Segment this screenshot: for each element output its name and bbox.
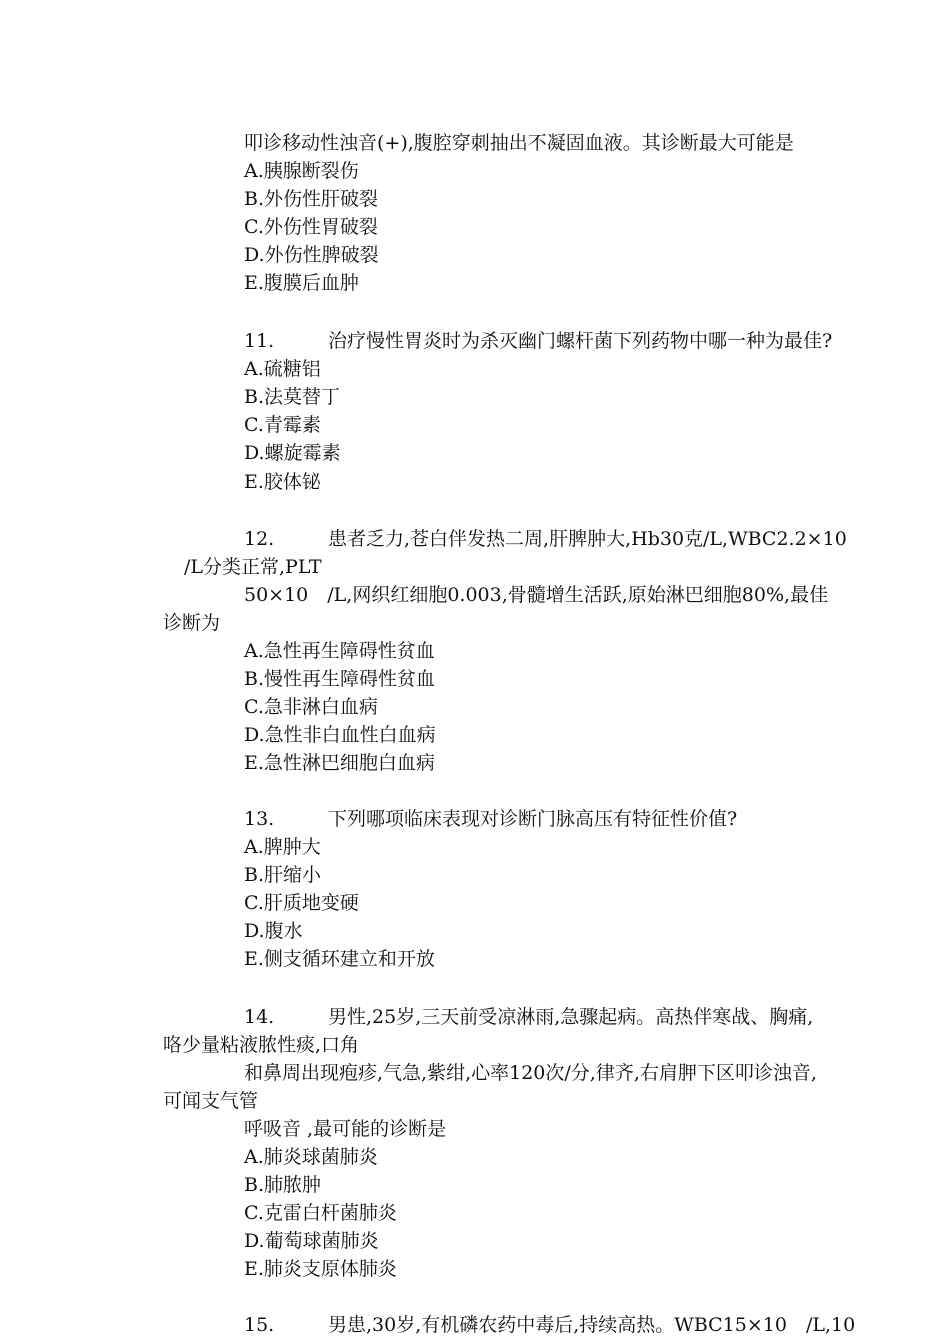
q15-number: 15. [244,1314,275,1336]
q12-option-d: D.急性非白血性白血病 [244,724,436,746]
q13-option-d: D.腹水 [244,920,303,942]
q14-option-c: C.克雷白杆菌肺炎 [244,1202,397,1224]
q12-option-b: B.慢性再生障碍性贫血 [244,668,436,690]
q13-stem-line [244,806,737,832]
q13-option-a: A.脾肿大 [244,836,321,858]
q12-stem-line1 [244,526,847,552]
q14-stem-line3: 和鼻周出现疱疹,气急,紫绀,心率120次/分,律齐,右肩胛下区叩诊浊音, [244,1062,817,1084]
q11-option-e: E.胶体铋 [244,471,321,493]
q13-option-b: B.肝缩小 [244,864,322,886]
q11-option-d: D.螺旋霉素 [244,442,341,464]
q14-option-a: A.肺炎球菌肺炎 [244,1146,378,1168]
q10-option-e: E.腹膜后血肿 [244,272,359,294]
q14-option-e: E.肺炎支原体肺炎 [244,1258,397,1280]
q13-number: 13. [244,808,275,830]
q13-option-e: E.侧支循环建立和开放 [244,948,435,970]
q15-stem-line1 [244,1312,855,1338]
q10-option-c: C.外伤性胃破裂 [244,216,378,238]
q10-option-b: B.外伤性肝破裂 [244,188,379,210]
q14-stem-line1 [244,1004,813,1030]
q14-stem-line2: 咯少量粘液脓性痰,口角 [163,1034,360,1056]
q12-stem-line4: 诊断为 [163,612,221,634]
q14-number: 14. [244,1006,275,1028]
q14-stem-line4: 可闻支气管 [163,1090,259,1112]
q12-option-a: A.急性再生障碍性贫血 [244,640,435,662]
q10-stem-tail: 叩诊移动性浊音(+),腹腔穿刺抽出不凝固血液。其诊断最大可能是 [244,132,794,154]
q13-stem: 下列哪项临床表现对诊断门脉高压有特征性价值? [328,808,738,830]
q11-stem: 治疗慢性胃炎时为杀灭幽门螺杆菌下列药物中哪一种为最佳? [328,330,833,352]
q11-option-a: A.硫糖铝 [244,358,321,380]
q14-stem-line5: 呼吸音 ,最可能的诊断是 [244,1118,447,1140]
q11-stem-line [244,328,832,354]
q12-stem-line3: 50×10 /L,网织红细胞0.003,骨髓增生活跃,原始淋巴细胞80%,最佳 [244,584,829,606]
q12-stem-line2: /L分类正常,PLT [184,556,322,578]
q12-stem-text1: 患者乏力,苍白伴发热二周,肝脾肿大,Hb30克/L,WBC2.2×10 [328,528,847,550]
q10-option-d: D.外伤性脾破裂 [244,244,379,266]
q15-stem-text1: 男患,30岁,有机磷农药中毒后,持续高热。WBC15×10 /L,10 [328,1314,856,1336]
q12-option-e: E.急性淋巴细胞白血病 [244,752,435,774]
q11-option-b: B.法莫替丁 [244,386,341,408]
q12-option-c: C.急非淋白血病 [244,696,378,718]
q10-option-a: A.胰腺断裂伤 [244,160,359,182]
q14-stem-text1: 男性,25岁,三天前受凉淋雨,急骤起病。高热伴寒战、胸痛, [328,1006,814,1028]
q14-option-b: B.肺脓肿 [244,1174,322,1196]
q13-option-c: C.肝质地变硬 [244,892,359,914]
q11-number: 11. [244,330,275,352]
q12-number: 12. [244,528,275,550]
q14-option-d: D.葡萄球菌肺炎 [244,1230,379,1252]
q11-option-c: C.青霉素 [244,414,321,436]
